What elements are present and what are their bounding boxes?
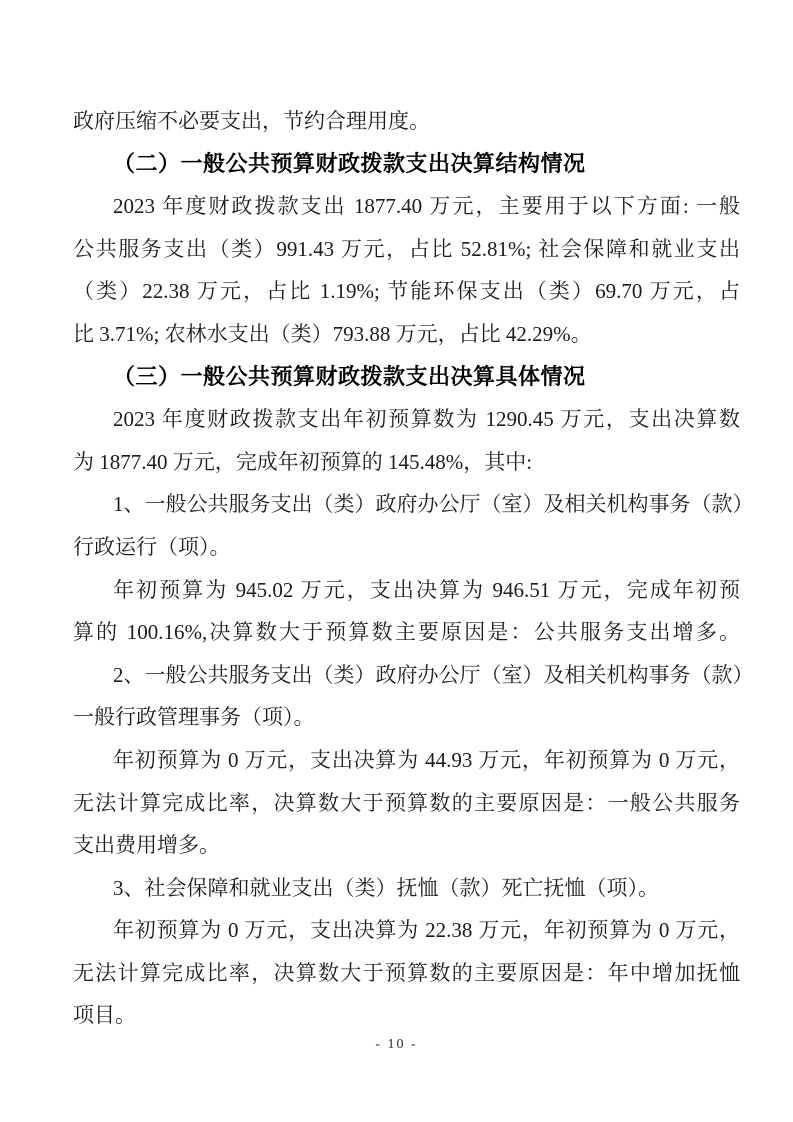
paragraph-block: [73, 185, 740, 355]
document-text: [73, 100, 754, 1037]
paragraph-line: 年初预算为 0 万元，支出决算为 22.38 万元，年初预算为 0 万元，: [113, 918, 740, 943]
paragraph-line: 一般行政管理事务（项）。: [73, 705, 315, 730]
paragraph-line: 2023 年度财政拨款支出 1877.40 万元，主要用于以下方面: 一般: [113, 194, 740, 219]
paragraph-block: [73, 483, 754, 568]
paragraph-line: 政府压缩不必要支出，节约合理用度。: [73, 109, 430, 133]
paragraph-block: [73, 654, 754, 739]
paragraph-block: [73, 398, 740, 483]
paragraph-line: 公共服务支出（类）991.43 万元，占比 52.81%; 社会保障和就业支出: [73, 236, 740, 261]
page-number: - 10 -: [375, 1037, 418, 1052]
paragraph-block: [73, 569, 740, 654]
paragraph-block: [73, 739, 740, 867]
paragraph-line: 比 3.71%; 农林水支出（类）793.88 万元，占比 42.29%。: [73, 321, 592, 346]
paragraph-line: 算的 100.16%,决算数大于预算数主要原因是：公共服务支出增多。: [73, 620, 740, 645]
paragraph-line: 2、一般公共服务支出（类）政府办公厅（室）及相关机构事务（款）: [113, 662, 754, 687]
paragraph-line: 项目。: [73, 1003, 136, 1028]
paragraph-line: （类）22.38 万元，占比 1.19%; 节能环保支出（类）69.70 万元，占: [73, 279, 740, 304]
section-heading-iii: （三）一般公共预算财政拨款支出决算具体情况: [113, 363, 586, 389]
paragraph-block: [73, 867, 740, 910]
paragraph-line: 无法计算完成比率，决算数大于预算数的主要原因是：年中增加抚恤: [73, 960, 740, 985]
paragraph-line: 1、一般公共服务支出（类）政府办公厅（室）及相关机构事务（款）: [113, 492, 754, 517]
paragraph-block: [73, 100, 740, 143]
paragraph-line: 行政运行（项）。: [73, 534, 231, 559]
paragraph-line: 支出费用增多。: [73, 833, 220, 858]
paragraph-line: 无法计算完成比率，决算数大于预算数的主要原因是：一般公共服务: [73, 790, 740, 815]
paragraph-line: 为 1877.40 万元，完成年初预算的 145.48%，其中:: [73, 449, 533, 474]
paragraph-line: 年初预算为 0 万元，支出决算为 44.93 万元，年初预算为 0 万元，: [113, 747, 740, 772]
paragraph-line: 3、社会保障和就业支出（类）抚恤（款）死亡抚恤（项）。: [113, 875, 659, 900]
paragraph-line: 2023 年度财政拨款支出年初预算数为 1290.45 万元，支出决算数: [113, 407, 740, 432]
paragraph-block: [73, 909, 740, 1037]
section-heading-ii: （二）一般公共预算财政拨款支出决算结构情况: [113, 150, 586, 176]
heading-block: [73, 143, 740, 186]
paragraph-line: 年初预算为 945.02 万元，支出决算为 946.51 万元，完成年初预: [113, 577, 740, 602]
heading-block: [73, 356, 740, 399]
